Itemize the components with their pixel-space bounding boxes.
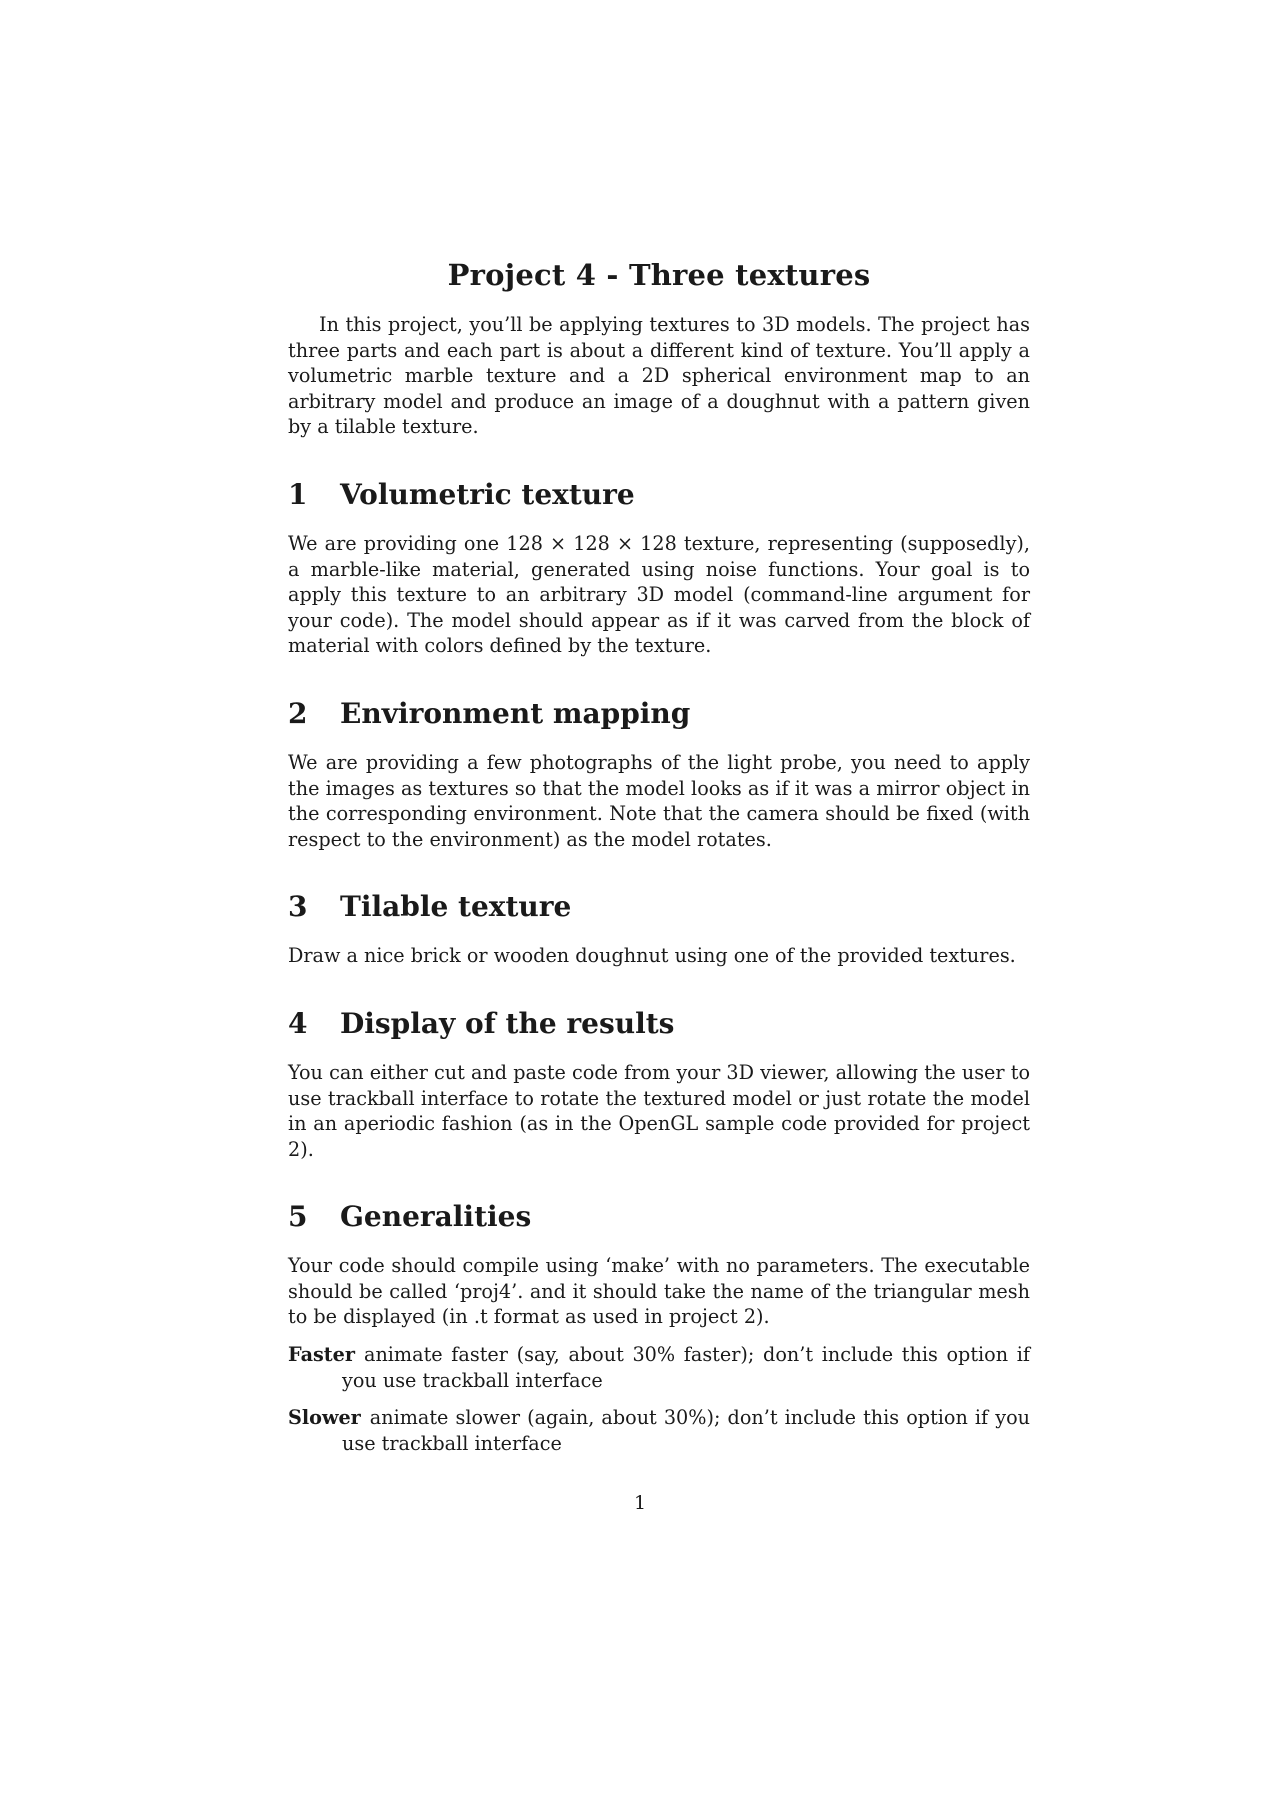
section-body: You can either cut and paste code from your 3D viewer, allowing the user to use trackball interface to rotate the textured model or just rotate the model in an aperiodic fashion (as in the OpenGL sample code provided for project 2). bbox=[288, 1060, 1030, 1161]
page-number: 1 bbox=[633, 1492, 647, 1514]
option-term: Slower bbox=[288, 1406, 361, 1430]
section-volumetric-texture bbox=[288, 478, 1030, 659]
section-title: Display of the results bbox=[340, 1006, 675, 1040]
section-title: Tilable texture bbox=[340, 890, 572, 924]
section-heading bbox=[288, 1007, 1030, 1040]
section-body: Draw a nice brick or wooden doughnut using one of the provided textures. bbox=[288, 944, 1016, 968]
section-generalities bbox=[288, 1200, 1030, 1456]
section-tilable-texture bbox=[288, 890, 1030, 969]
section-heading bbox=[288, 1200, 1030, 1233]
document-title: Project 4 - Three textures bbox=[447, 258, 871, 292]
document-page bbox=[288, 258, 1030, 1456]
section-heading bbox=[288, 478, 1030, 511]
section-number: 1 bbox=[288, 477, 308, 511]
section-display-results bbox=[288, 1007, 1030, 1162]
section-body: We are providing a few photographs of the light probe, you need to apply the images as textures so that the model looks as if it was a mirror object in the corresponding environment. Note that the camera should be fixed (with respect to the environment) as the model rotates. bbox=[288, 750, 1030, 851]
section-title: Volumetric texture bbox=[340, 477, 635, 511]
section-number: 4 bbox=[288, 1006, 308, 1040]
section-heading bbox=[288, 697, 1030, 730]
section-heading bbox=[288, 890, 1030, 923]
section-body: We are providing one 128 × 128 × 128 texture, representing (supposedly), a marble-like material, generated using noise functions. Your goal is to apply this texture to an arbitrary 3D model (command-line argument for your code). The model should appear as if it was carved from the block of material with colors defined by the texture. bbox=[288, 531, 1030, 658]
option-description: animate faster (say, about 30% faster); don’t include this option if you use trackball interface bbox=[342, 1343, 1030, 1392]
section-environment-mapping bbox=[288, 697, 1030, 852]
section-number: 2 bbox=[288, 696, 308, 730]
intro-paragraph: In this project, you’ll be applying textures to 3D models. The project has three parts and each part is about a different kind of texture. You’ll apply a volumetric marble texture and a 2D spherical environment map to an arbitrary model and produce an image of a doughnut with a pattern given by a tilable texture. bbox=[288, 313, 1030, 439]
section-title: Generalities bbox=[340, 1200, 532, 1234]
option-description: animate slower (again, about 30%); don’t include this option if you use trackball interface bbox=[342, 1406, 1030, 1455]
section-number: 3 bbox=[288, 890, 308, 924]
section-title: Environment mapping bbox=[340, 696, 691, 730]
option-item-slower bbox=[288, 1405, 1030, 1456]
section-body: Your code should compile using ‘make’ with no parameters. The executable should be called ‘proj4’. and it should take the name of the triangular mesh to be displayed (in .t format as used in project 2). bbox=[288, 1254, 1030, 1329]
option-item-faster bbox=[288, 1342, 1030, 1393]
section-number: 5 bbox=[288, 1200, 308, 1234]
option-term: Faster bbox=[288, 1343, 355, 1367]
